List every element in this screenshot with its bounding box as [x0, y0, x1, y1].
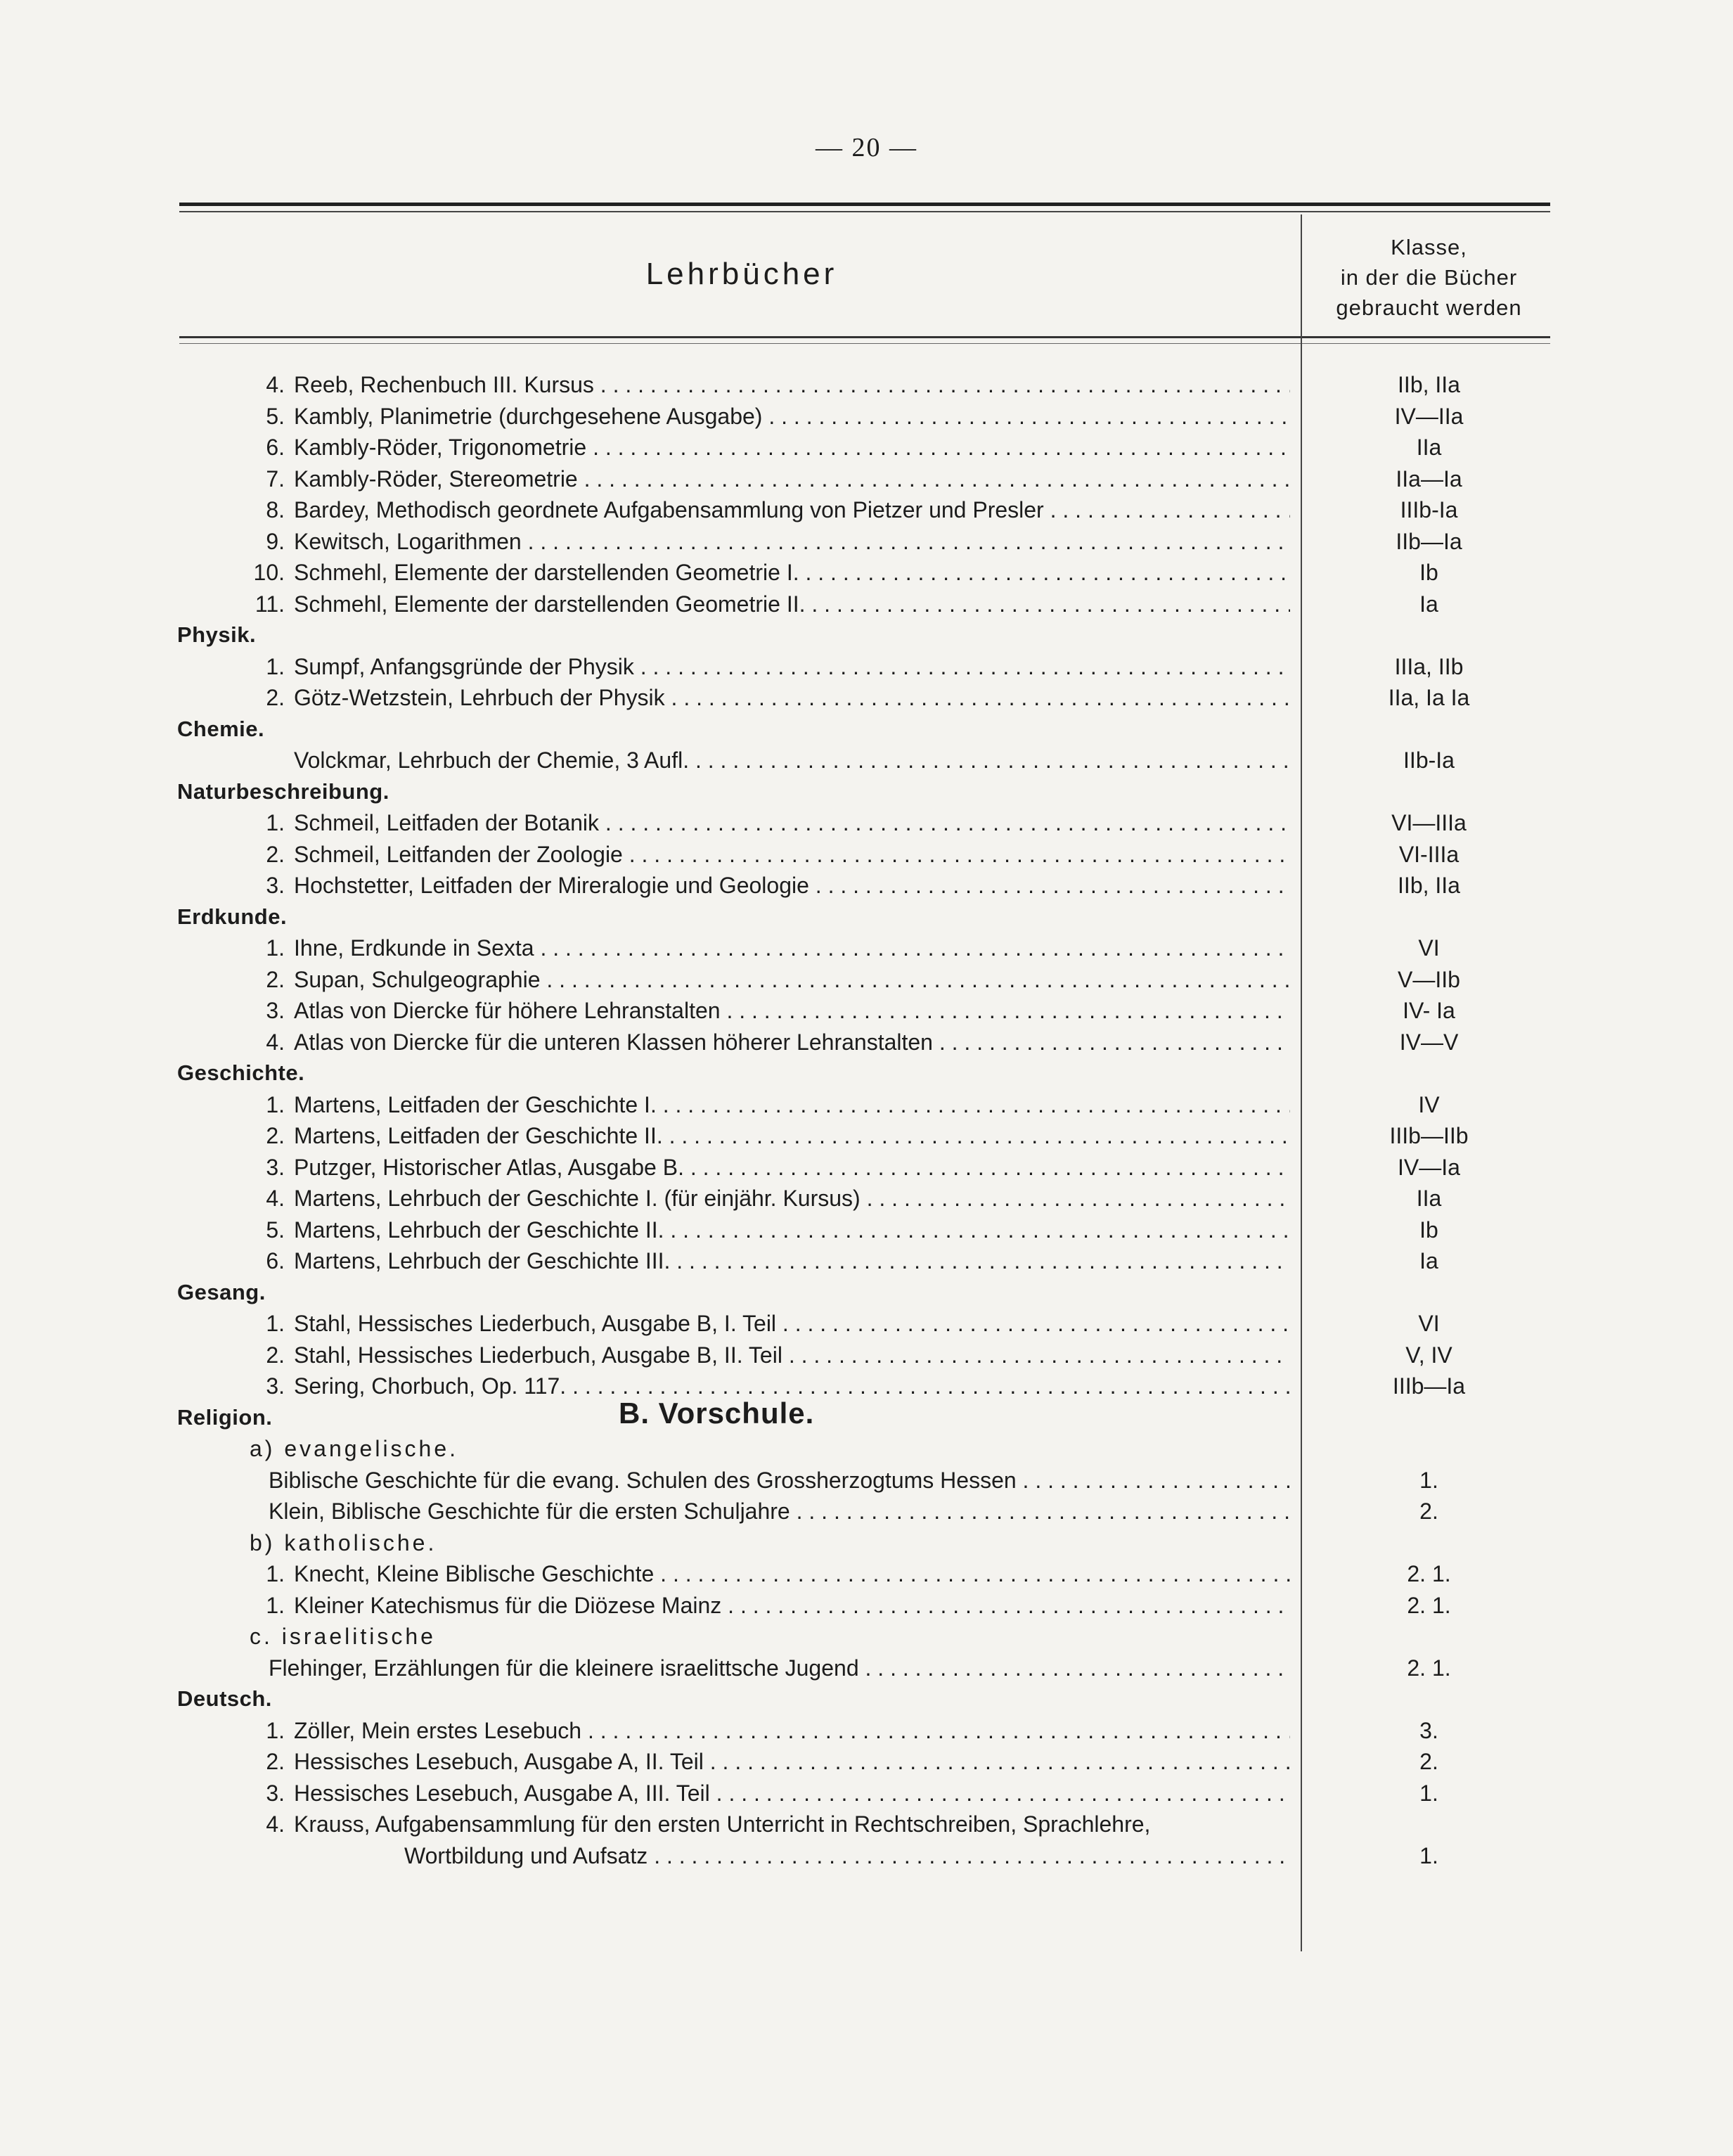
book-title	[294, 964, 1290, 995]
book-title	[294, 557, 1290, 588]
leader-dots	[578, 466, 1290, 492]
section-heading-row	[0, 714, 1733, 745]
book-title-text: Kewitsch, Logarithmen	[294, 528, 522, 554]
book-title	[294, 1027, 1290, 1058]
top-rule	[179, 203, 1550, 206]
book-title-text: Stahl, Hessisches Liederbuch, Ausgabe B, II. Teil	[294, 1342, 782, 1368]
section-heading-row	[0, 1396, 1733, 1434]
leader-dots	[654, 1561, 1290, 1586]
table-row	[0, 1465, 1733, 1496]
leader-dots	[809, 873, 1290, 898]
book-title	[404, 1840, 1290, 1871]
leader-dots	[799, 560, 1290, 585]
book-title	[294, 1715, 1290, 1746]
section-title: Chemie.	[177, 716, 265, 741]
subsection-title: a) evangelische.	[250, 1436, 459, 1461]
class-value: IIa, Ia Ia	[1388, 685, 1470, 710]
leader-dots	[859, 1655, 1290, 1681]
leader-dots	[689, 747, 1290, 773]
table-row	[0, 369, 1733, 401]
leader-dots	[541, 967, 1291, 992]
book-title	[294, 651, 1290, 682]
leader-dots	[933, 1029, 1290, 1055]
leader-dots	[566, 1373, 1290, 1399]
item-number: 7.	[266, 466, 285, 492]
leader-dots	[1017, 1468, 1290, 1493]
book-title	[294, 745, 1290, 776]
item-number: 3.	[266, 1780, 285, 1806]
book-title-text: Martens, Leitfaden der Geschichte I.	[294, 1091, 657, 1117]
table-row	[0, 1496, 1733, 1527]
book-title	[294, 839, 1290, 870]
book-title	[294, 682, 1290, 713]
class-value: IIa	[1416, 435, 1442, 460]
item-number: 2.	[266, 841, 285, 867]
leader-dots	[782, 1342, 1290, 1368]
book-title	[269, 1465, 1290, 1496]
class-value: IIIb-Ia	[1400, 497, 1458, 522]
book-title-text: Kleiner Katechismus für die Diözese Mainz	[294, 1592, 722, 1618]
item-number: 4.	[266, 372, 285, 397]
book-title	[294, 463, 1290, 494]
book-title-text: Stahl, Hessisches Liederbuch, Ausgabe B, I. Teil	[294, 1311, 777, 1336]
table-row	[0, 1715, 1733, 1747]
leader-dots	[623, 842, 1290, 867]
item-number: 3.	[266, 1373, 285, 1399]
item-number: 4.	[266, 1186, 285, 1211]
item-number: 1.	[266, 810, 285, 835]
book-title	[294, 870, 1290, 901]
table-row	[0, 1809, 1733, 1840]
item-number: 2.	[266, 966, 285, 992]
class-value: IIb, IIa	[1398, 372, 1460, 397]
leader-dots	[762, 404, 1290, 429]
book-title-text: Martens, Lehrbuch der Geschichte I. (für einjähr. Kursus)	[294, 1186, 861, 1211]
leader-dots	[684, 1155, 1290, 1180]
book-title-text: Kambly-Röder, Trigonometrie	[294, 435, 587, 460]
class-value: V—IIb	[1398, 966, 1460, 992]
table-row	[0, 1840, 1733, 1872]
table-row	[0, 432, 1733, 463]
section-heading-row	[0, 1277, 1733, 1309]
class-value: VI	[1418, 1311, 1440, 1336]
class-value: Ia	[1419, 1248, 1438, 1273]
leader-dots	[664, 1217, 1290, 1243]
section-title: Geschichte.	[177, 1060, 305, 1085]
section-heading-row	[0, 776, 1733, 808]
item-number: 9.	[266, 528, 285, 554]
table-row	[0, 463, 1733, 495]
item-number: 2.	[266, 1342, 285, 1368]
item-number: 3.	[266, 998, 285, 1023]
book-title-text: Schmehl, Elemente der darstellenden Geometrie II.	[294, 591, 806, 617]
book-title-text: Kambly, Planimetrie (durchgesehene Ausgabe)	[294, 403, 763, 429]
class-value: IV—V	[1399, 1029, 1459, 1055]
leader-dots	[648, 1843, 1290, 1868]
class-value: 3.	[1419, 1717, 1438, 1743]
leader-dots	[534, 935, 1290, 961]
table-row	[0, 995, 1733, 1027]
leader-dots	[634, 654, 1290, 679]
class-value: 2.	[1419, 1749, 1438, 1774]
section-heading-row	[0, 901, 1733, 933]
leader-dots	[861, 1186, 1290, 1211]
book-title-text: Schmehl, Elemente der darstellenden Geometrie I.	[294, 560, 799, 585]
book-title	[294, 1152, 1290, 1183]
table-row	[0, 494, 1733, 526]
book-title	[294, 995, 1290, 1026]
item-number: 3.	[266, 873, 285, 898]
class-value: 1.	[1419, 1842, 1438, 1868]
book-title-text: Flehinger, Erzählungen für die kleinere israelittsche Jugend	[269, 1655, 859, 1681]
class-value: IV- Ia	[1403, 998, 1455, 1023]
subsection-title: c. israelitische	[250, 1624, 436, 1649]
book-title-text: Ihne, Erdkunde in Sexta	[294, 935, 534, 961]
class-value: 2.	[1419, 1499, 1438, 1524]
class-value: IIa	[1416, 1186, 1442, 1211]
book-title	[294, 1809, 1290, 1840]
column-header-classes	[1308, 232, 1550, 323]
book-title-text: Bardey, Methodisch geordnete Aufgabensammlung von Pietzer und Presler	[294, 497, 1044, 522]
book-title	[294, 807, 1290, 838]
book-title	[294, 1590, 1290, 1621]
class-value: 2. 1.	[1407, 1592, 1451, 1618]
leader-dots	[790, 1499, 1290, 1524]
class-value: IV—Ia	[1398, 1154, 1460, 1180]
leader-dots	[721, 1593, 1290, 1618]
book-title-text: Sering, Chorbuch, Op. 117.	[294, 1373, 567, 1399]
leader-dots	[670, 1248, 1290, 1273]
item-number: 11.	[255, 591, 285, 617]
class-value: IIIa, IIb	[1394, 653, 1464, 679]
leader-dots	[581, 1718, 1290, 1743]
book-title-text: Schmeil, Leitfanden der Zoologie	[294, 841, 623, 867]
book-title-text: Schmeil, Leitfaden der Botanik	[294, 810, 600, 835]
item-number: 2.	[266, 1749, 285, 1774]
table-row	[0, 1433, 1733, 1465]
table-row	[0, 1527, 1733, 1559]
book-title-text: Zöller, Mein erstes Lesebuch	[294, 1717, 582, 1743]
table-row	[0, 1371, 1733, 1402]
table-row	[0, 1746, 1733, 1778]
leader-dots	[704, 1749, 1290, 1774]
section-title: Erdkunde.	[177, 904, 288, 929]
book-title-text: Atlas von Diercke für höhere Lehranstalten	[294, 998, 721, 1023]
class-value: 2. 1.	[1407, 1655, 1451, 1681]
book-title	[269, 1496, 1290, 1527]
table-row	[0, 1653, 1733, 1684]
leader-dots	[522, 529, 1290, 554]
book-title	[294, 932, 1290, 963]
leader-dots	[805, 591, 1290, 617]
item-number: 2.	[266, 685, 285, 710]
item-number: 5.	[266, 403, 285, 429]
class-value: 1.	[1419, 1780, 1438, 1806]
table-row	[0, 401, 1733, 432]
leader-dots	[721, 998, 1290, 1023]
class-value: 2. 1.	[1407, 1561, 1451, 1586]
table-row	[0, 1340, 1733, 1371]
book-title-text: Hessisches Lesebuch, Ausgabe A, III. Teil	[294, 1780, 710, 1806]
table-row	[0, 1183, 1733, 1214]
item-number: 1.	[266, 935, 285, 961]
column-header-books: Lehrbücher	[645, 257, 838, 291]
book-title	[294, 1778, 1290, 1809]
header-rule-thin	[179, 343, 1550, 344]
subsection-title: b) katholische.	[250, 1529, 437, 1555]
column-header-classes-line3: gebraucht werden	[1336, 295, 1522, 320]
item-number: 5.	[266, 1217, 285, 1243]
book-title	[294, 1746, 1290, 1777]
table-row	[0, 1621, 1733, 1653]
table-row	[0, 1152, 1733, 1183]
book-title	[294, 1120, 1290, 1151]
table-row	[0, 1308, 1733, 1340]
item-number: 8.	[266, 497, 285, 522]
book-title	[294, 526, 1290, 557]
leader-dots	[599, 810, 1290, 835]
table-row	[0, 682, 1733, 714]
table-row	[0, 1089, 1733, 1121]
book-list	[0, 369, 1733, 1871]
item-number: 3.	[266, 1154, 285, 1180]
section-heading-row	[0, 620, 1733, 651]
column-header-classes-line2: in der die Bücher	[1340, 265, 1518, 290]
section-title: Deutsch.	[177, 1686, 272, 1711]
book-title	[294, 589, 1290, 620]
book-title	[294, 401, 1290, 432]
class-value: IIb, IIa	[1398, 873, 1460, 898]
header-rule	[179, 336, 1550, 338]
table-row	[0, 870, 1733, 901]
table-row	[0, 1027, 1733, 1058]
book-title-text: Reeb, Rechenbuch III. Kursus	[294, 372, 594, 397]
table-row	[0, 1558, 1733, 1590]
book-title-text: Knecht, Kleine Biblische Geschichte	[294, 1561, 655, 1586]
leader-dots	[594, 372, 1290, 397]
class-value: IIb-Ia	[1403, 747, 1455, 773]
item-number: 4.	[266, 1029, 285, 1055]
leader-dots	[657, 1092, 1290, 1117]
leader-dots	[1044, 497, 1290, 522]
class-value: 1.	[1419, 1467, 1438, 1493]
table-row	[0, 589, 1733, 620]
item-number: 1.	[266, 1091, 285, 1117]
item-number: 1.	[266, 1561, 285, 1586]
book-title-text: Sumpf, Anfangsgründe der Physik	[294, 653, 634, 679]
book-title	[294, 1558, 1290, 1589]
class-value: IV—IIa	[1394, 403, 1464, 429]
class-value: VI	[1418, 935, 1440, 961]
section-title: Gesang.	[177, 1279, 266, 1304]
item-number: 1.	[266, 653, 285, 679]
book-title	[294, 1089, 1290, 1120]
book-title	[294, 1183, 1290, 1214]
table-row	[0, 932, 1733, 964]
book-title	[294, 369, 1290, 400]
book-title-text: Kambly-Röder, Stereometrie	[294, 466, 578, 492]
book-title-text: Putzger, Historischer Atlas, Ausgabe B.	[294, 1154, 684, 1180]
book-title-text: Supan, Schulgeographie	[294, 966, 541, 992]
part-heading: B. Vorschule.	[619, 1396, 815, 1430]
item-number: 1.	[266, 1592, 285, 1618]
book-title-text: Volckmar, Lehrbuch der Chemie, 3 Aufl.	[294, 747, 690, 773]
item-number: 10.	[253, 560, 285, 585]
book-title-text: Götz-Wetzstein, Lehrbuch der Physik	[294, 685, 665, 710]
table-row	[0, 839, 1733, 871]
book-title-text: Martens, Leitfaden der Geschichte II.	[294, 1123, 663, 1148]
table-row	[0, 807, 1733, 839]
book-title-text: Hessisches Lesebuch, Ausgabe A, II. Teil	[294, 1749, 704, 1774]
table-row	[0, 1590, 1733, 1622]
top-rule-thin	[179, 211, 1550, 212]
item-number: 2.	[266, 1123, 285, 1148]
column-header-classes-line1: Klasse,	[1391, 235, 1467, 259]
table-row	[0, 1778, 1733, 1809]
book-title-text: Martens, Lehrbuch der Geschichte III.	[294, 1248, 671, 1273]
section-title: Physik.	[177, 622, 257, 647]
table-row	[0, 964, 1733, 996]
book-title	[294, 1214, 1290, 1245]
book-title	[294, 494, 1290, 525]
book-title-text: Krauss, Aufgabensammlung für den ersten Unterricht in Rechtschreiben, Sprachlehre,	[294, 1811, 1151, 1837]
class-value: VI—IIIa	[1391, 810, 1467, 835]
book-title-text: Biblische Geschichte für die evang. Schulen des Grossherzogtums Hessen	[269, 1467, 1017, 1493]
leader-dots	[776, 1311, 1290, 1336]
class-value: IIIb—Ia	[1392, 1373, 1466, 1399]
leader-dots	[586, 435, 1290, 460]
class-value: Ib	[1419, 1217, 1438, 1243]
book-title-text: Wortbildung und Aufsatz	[404, 1842, 648, 1868]
class-value: Ib	[1419, 560, 1438, 585]
section-title: Religion.	[177, 1404, 273, 1430]
book-title-text: Hochstetter, Leitfaden der Mireralogie und Geologie	[294, 873, 809, 898]
section-heading-row	[0, 1683, 1733, 1715]
section-title: Naturbeschreibung.	[177, 778, 389, 804]
leader-dots	[710, 1780, 1290, 1806]
item-number: 1.	[266, 1311, 285, 1336]
table-row	[0, 651, 1733, 683]
item-number: 4.	[266, 1811, 285, 1837]
book-title	[294, 1308, 1290, 1339]
table-row	[0, 1120, 1733, 1152]
class-value: IIb—Ia	[1396, 528, 1462, 554]
table-row	[0, 557, 1733, 589]
book-title	[294, 432, 1290, 463]
table-row	[0, 526, 1733, 558]
class-value: V, IV	[1405, 1342, 1452, 1368]
class-value: IV	[1418, 1091, 1440, 1117]
class-value: IIIb—IIb	[1389, 1123, 1469, 1148]
page-number: — 20 —	[816, 133, 917, 162]
class-value: Ia	[1419, 591, 1438, 617]
book-title	[294, 1245, 1290, 1276]
book-title-text: Klein, Biblische Geschichte für die ersten Schuljahre	[269, 1499, 790, 1524]
item-number: 6.	[266, 435, 285, 460]
book-title-text: Martens, Lehrbuch der Geschichte II.	[294, 1217, 664, 1243]
book-title	[294, 1340, 1290, 1371]
leader-dots	[665, 685, 1290, 710]
table-row	[0, 1214, 1733, 1246]
section-heading-row	[0, 1058, 1733, 1089]
table-row	[0, 1245, 1733, 1277]
table-row	[0, 745, 1733, 776]
item-number: 6.	[266, 1248, 285, 1273]
class-value: IIa—Ia	[1396, 466, 1462, 492]
class-value: VI-IIIa	[1398, 841, 1460, 867]
book-title-text: Atlas von Diercke für die unteren Klassen höherer Lehranstalten	[294, 1029, 933, 1055]
item-number: 1.	[266, 1717, 285, 1743]
leader-dots	[663, 1123, 1290, 1148]
book-title	[269, 1653, 1290, 1683]
